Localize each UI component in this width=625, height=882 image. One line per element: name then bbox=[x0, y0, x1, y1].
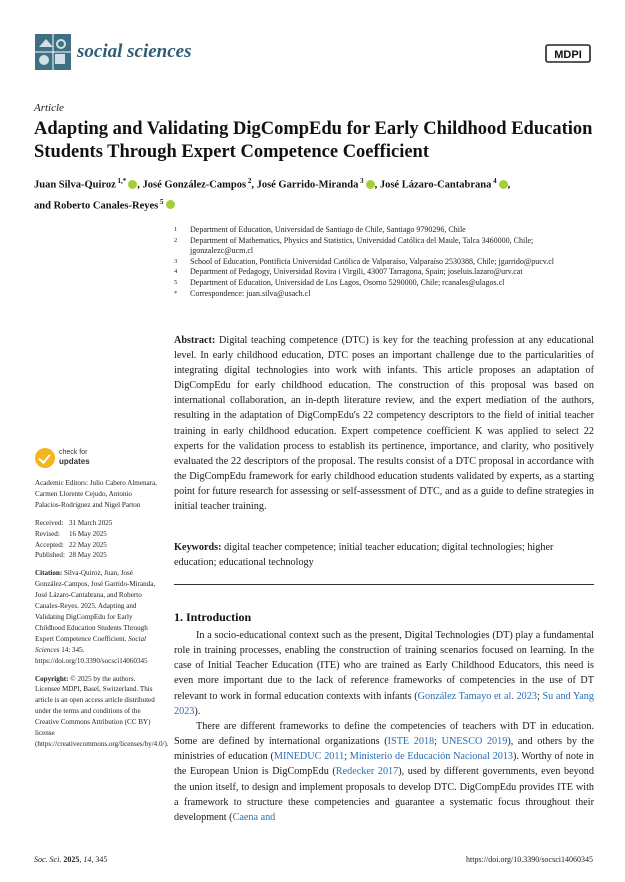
affiliations bbox=[174, 225, 594, 299]
citation: Citation: Silva-Quiroz, Juan, José González-Campos, José Garrido-Miranda, José Lázaro-Cantabrana, and Roberto Canales-Reyes. 2025. Adapting and Validating DigCompEdu for Early Childhood Education Students Through Expert Competence Coefficient. Social Sciences 14: 345. https://doi.org/10.3390/socsci14060345 bbox=[35, 569, 156, 665]
author-name[interactable]: Roberto Canales-Reyes bbox=[53, 200, 159, 211]
affiliation-item bbox=[174, 225, 594, 236]
author-name[interactable]: José Lázaro-Cantabrana bbox=[379, 179, 492, 191]
date-value: 16 May 2025 bbox=[69, 529, 107, 538]
mdpi-logo-text: MDPI bbox=[554, 49, 582, 61]
section-heading: 1. Introduction bbox=[174, 610, 252, 624]
orcid-icon[interactable] bbox=[166, 200, 175, 209]
affiliation-item bbox=[174, 236, 594, 257]
article-dates bbox=[35, 518, 157, 562]
date-row bbox=[35, 529, 157, 540]
checkmark-icon bbox=[35, 448, 55, 468]
copyright: Copyright: © 2025 by the authors. Licensee MDPI, Basel, Switzerland. This article is an open access article distributed under the terms and conditions of the Creative Commons Attribution (CC BY) license (https://creativecommons.org/licenses/by/4.0/). bbox=[35, 674, 169, 748]
author-affiliation-mark: 5 bbox=[158, 197, 164, 206]
date-value: 28 May 2025 bbox=[69, 551, 107, 560]
date-row bbox=[35, 550, 157, 561]
paragraph: There are different frameworks to define the competencies of teachers with DT in education. Some are defined by international organizations (ISTE 2018; UNESCO 2019), and others by the ministries of education (MINEDUC 2011; Ministerio de Educación Nacional 2013). Worthy of note in the European Union is DigCompEdu (Redecker 2017), used by different governments, even beyond the union itself, to design and implement proposals to develop DTC. DigCompEdu provides ITE with a framework to structure these competencies and guarantee a systematic focus throughout their development (Caena and bbox=[174, 720, 594, 823]
date-row bbox=[35, 540, 157, 551]
author-name[interactable]: José Garrido-Miranda bbox=[256, 179, 359, 191]
affiliation-item bbox=[174, 257, 594, 268]
orcid-icon[interactable] bbox=[499, 180, 508, 189]
citation-link[interactable]: González Tamayo et al. 2023 bbox=[417, 690, 537, 702]
affiliation-text: Department of Education, Universidad de Santiago de Chile, Santiago 9790296, Chile bbox=[190, 225, 466, 234]
paragraph: In a socio-educational context such as the present, Digital Technologies (DT) play a fundamental role in training processes, enabling the construction of training scenarios focused on learning. In the case of Initial Teacher Education (ITE) who are trained as Early Childhood Educators, this need is even more important due to the lack of reference frameworks of competencies in the use of DT relevant to work in formal education contexts with infants (González Tamayo et al. 2023; Su and Yang 2023). bbox=[174, 630, 594, 717]
section-divider bbox=[174, 584, 594, 585]
journal-logo-icon bbox=[35, 34, 71, 70]
orcid-icon[interactable] bbox=[128, 180, 137, 189]
date-label: Published: bbox=[35, 551, 65, 560]
keywords-text: digital teacher competence; initial teacher education; digital technologies; higher education; educational technology bbox=[174, 542, 554, 569]
affiliation-item bbox=[174, 278, 594, 289]
journal-logo bbox=[35, 34, 71, 70]
body-text bbox=[174, 628, 594, 825]
citation-link[interactable]: ISTE 2018 bbox=[387, 736, 435, 748]
author-name[interactable]: José González-Campos bbox=[142, 179, 247, 191]
author-name[interactable]: Juan Silva-Quiroz bbox=[34, 179, 116, 191]
author-list: Juan Silva-Quiroz $^{1,*}$ , José González-Campos $^2$, José Garrido-Miranda $^3$ , José Lázaro-Cantabrana $^4$ , and Roberto Canales-Reyes $^5$ bbox=[34, 177, 511, 211]
footer-journal-ref: Soc. Sci. 2025, 14, 345 bbox=[34, 855, 108, 864]
affiliation-text: Correspondence: juan.silva@usach.cl bbox=[190, 288, 311, 298]
article-type: Article bbox=[34, 102, 64, 114]
mdpi-logo bbox=[545, 42, 591, 64]
date-value: 22 May 2025 bbox=[69, 540, 107, 549]
article-sidebar bbox=[35, 478, 169, 757]
citation-link[interactable]: Ministerio de Educación Nacional 2013 bbox=[349, 751, 513, 763]
affiliation-number: 3 bbox=[174, 257, 178, 265]
check-for-updates-button[interactable] bbox=[35, 447, 135, 469]
orcid-icon[interactable] bbox=[366, 180, 375, 189]
author-affiliation-mark: 3 bbox=[358, 177, 364, 185]
check-updates-line2: updates bbox=[59, 457, 90, 466]
keywords-label: Keywords: bbox=[174, 542, 222, 553]
affiliation-text: School of Education, Pontificia Universidad Católica de Valparaíso, Valparaíso 2530388, Chile; jgarrido@pucv.cl bbox=[190, 256, 555, 266]
affiliation-text: Department of Education, Universidad de Los Lagos, Osorno 5290000, Chile; rcanales@ulagos.cl bbox=[190, 277, 505, 287]
author-affiliation-mark: 4 bbox=[491, 177, 497, 185]
affiliation-number: 4 bbox=[174, 268, 178, 276]
citation-link[interactable]: Caena and bbox=[232, 811, 276, 823]
keywords bbox=[174, 540, 594, 570]
affiliation-number: * bbox=[174, 289, 178, 297]
citation-link[interactable]: Redecker 2017 bbox=[335, 766, 399, 778]
abstract-label: Abstract: bbox=[174, 335, 216, 346]
author-affiliation-mark: 2 bbox=[246, 177, 252, 185]
citation-link[interactable]: UNESCO 2019 bbox=[441, 736, 508, 748]
citation-link[interactable]: MINEDUC 2011 bbox=[273, 751, 345, 763]
affiliation-number: 1 bbox=[174, 226, 178, 233]
affiliation-text: Department of Mathematics, Physics and Statistics, Universidad Católica del Maule, Talca 3460000, Chile; jgonzalezc@ucm.cl bbox=[190, 235, 534, 256]
footer-doi[interactable]: https://doi.org/10.3390/socsci14060345 bbox=[466, 855, 593, 864]
check-updates-line1: check for bbox=[59, 449, 88, 456]
affiliation-text: Department of Pedagogy, Universidad Rovira i Virgili, 43007 Tarragona, Spain; joseluis.lazaro@urv.cat bbox=[190, 267, 523, 277]
date-value: 31 March 2025 bbox=[69, 518, 113, 527]
date-row bbox=[35, 518, 157, 529]
journal-name: social sciences bbox=[77, 41, 192, 62]
article-title: Adapting and Validating DigCompEdu for Early Childhood Education Students Through Expert Competence Coefficient bbox=[34, 119, 593, 162]
academic-editors: Academic Editors: Julio Cabero Almenara, Carmen Llorente Cejudo, Antonio Palacios-Rodríguez and Nigel Parton bbox=[35, 479, 157, 509]
abstract bbox=[174, 333, 594, 514]
affiliation-item bbox=[174, 289, 594, 300]
date-label: Accepted: bbox=[35, 540, 64, 549]
author-affiliation-mark: 1,* bbox=[115, 177, 127, 185]
abstract-text: Digital teaching competence (DTC) is key for the teaching profession at any educational level. In early childhood education, DTC poses an important challenge due to the particularities of integrating digital technologies into work with infants. This article proposes an adaptation of DigCompEdu for early childhood education. The construction of this proposal was based on international collaboration, an in-depth literature review, and the expert mediation of the authors, resulting in the adaptation of DigCompEdu's 22 competency descriptors to the field of initial teacher training in early childhood education. Expert competence coefficient K was applied to select 22 experts for the validation process to establish its pertinence, importance, and clarity, who positively evaluated the 22 descriptors of the proposal. The results consist of a DTC proposal in accordance with the DigCompEdu framework for early childhood education students validated by experts, as a starting point for future research for assessing or self-assessment of DTC, and as a guide to define strategies in initial teacher training. bbox=[174, 335, 594, 513]
date-label: Revised: bbox=[35, 529, 60, 538]
citation-link[interactable]: Su and Yang 2023 bbox=[174, 690, 594, 717]
affiliation-item bbox=[174, 267, 594, 278]
affiliation-number: 2 bbox=[174, 236, 178, 244]
date-label: Received: bbox=[35, 518, 64, 527]
affiliation-number: 5 bbox=[174, 278, 178, 286]
